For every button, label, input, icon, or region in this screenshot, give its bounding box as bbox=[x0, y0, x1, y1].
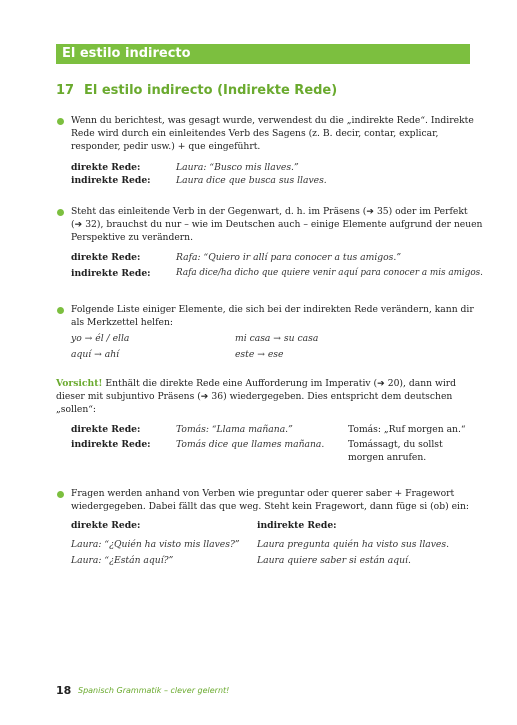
footer-title: Spanisch Grammatik – clever gelernt! bbox=[78, 686, 230, 695]
p2-ex1-text: Rafa: “Quiero ir allí para conocer a tus amigos.” bbox=[176, 252, 402, 263]
p1-line1: Wenn du berichtest, was gesagt wurde, verwendest du die „indirekte Rede“. Indirekte bbox=[71, 115, 474, 126]
p2-ex2-text: Rafa dice/ha dicho que quiere venir aquí para conocer a mis amigos. bbox=[176, 268, 483, 278]
p4-r2c2: Laura quiere saber si están aquí. bbox=[257, 555, 411, 566]
p4-col1-head: direkte Rede: bbox=[71, 520, 141, 531]
warning-line3: „sollen“: bbox=[56, 404, 97, 415]
warning-ex2-es: Tomás dice que llames mañana. bbox=[176, 439, 325, 450]
p4-r1c1: Laura: “¿Quién ha visto mis llaves?” bbox=[71, 539, 240, 550]
p1-ex1-label: direkte Rede: bbox=[71, 162, 141, 173]
warning-text1: Enthält die direkte Rede eine Aufforderung im Imperativ (➔ 20), dann wird bbox=[102, 378, 457, 389]
p4-r1c2: Laura pregunta quién ha visto sus llaves. bbox=[257, 539, 449, 550]
p3-pair4: este → ese bbox=[235, 349, 284, 360]
chapter-heading bbox=[56, 83, 337, 98]
p1-ex2-label: indirekte Rede: bbox=[71, 175, 151, 186]
chapter-number: 17 bbox=[56, 83, 75, 98]
warning-ex1-label: direkte Rede: bbox=[71, 424, 141, 435]
page-number: 18 bbox=[56, 684, 72, 697]
warning-ex2-de2: morgen anrufen. bbox=[348, 452, 427, 463]
p3-pair3: aquí → ahí bbox=[71, 349, 120, 360]
p4-r2c1: Laura: “¿Están aquí?” bbox=[71, 555, 174, 566]
p3-line1: Folgende Liste einiger Elemente, die sich bei der indirekten Rede verändern, kann dir bbox=[71, 304, 474, 315]
bullet-icon bbox=[57, 307, 64, 314]
p3-line2: als Merkzettel helfen: bbox=[71, 317, 173, 328]
p1-line3: responder, pedir usw.) + que eingeführt. bbox=[71, 141, 261, 152]
p3-pair2: mi casa → su casa bbox=[235, 333, 319, 344]
bullet-icon bbox=[57, 491, 64, 498]
p4-line1: Fragen werden anhand von Verben wie preguntar oder querer saber + Fragewort bbox=[71, 488, 455, 499]
p2-line1: Steht das einleitende Verb in der Gegenwart, d. h. im Präsens (➔ 35) oder im Perfekt bbox=[71, 206, 468, 217]
warning-line1 bbox=[56, 377, 456, 390]
warning-ex2-label: indirekte Rede: bbox=[71, 439, 151, 450]
section-header: El estilo indirecto bbox=[56, 44, 470, 64]
p2-ex2-label: indirekte Rede: bbox=[71, 268, 151, 279]
p4-line2: wiedergegeben. Dabei fällt das que weg. Steht kein Fragewort, dann füge si (ob) ein: bbox=[71, 501, 469, 512]
p4-col2-head: indirekte Rede: bbox=[257, 520, 337, 531]
p2-line3: Perspektive zu verändern. bbox=[71, 232, 194, 243]
p2-ex1-label: direkte Rede: bbox=[71, 252, 141, 263]
p2-line2: (➔ 32), brauchst du nur – wie im Deutschen auch – einige Elemente aufgrund der neuen bbox=[71, 219, 483, 230]
chapter-title: El estilo indirecto (Indirekte Rede) bbox=[84, 83, 338, 98]
p1-ex2-text: Laura dice que busca sus llaves. bbox=[176, 175, 327, 186]
warning-label: Vorsicht! bbox=[56, 378, 103, 389]
p3-pair1: yo → él / ella bbox=[71, 333, 130, 344]
warning-ex1-de: Tomás: „Ruf morgen an.“ bbox=[348, 424, 466, 435]
bullet-icon bbox=[57, 209, 64, 216]
warning-ex1-es: Tomás: “Llama mañana.” bbox=[176, 424, 293, 435]
warning-ex2-de1: Tomássagt, du sollst bbox=[348, 439, 443, 450]
bullet-icon bbox=[57, 118, 64, 125]
warning-line2: dieser mit subjuntivo Präsens (➔ 36) wiedergegeben. Dies entspricht dem deutschen bbox=[56, 391, 453, 402]
p1-ex1-text: Laura: “Busco mis llaves.” bbox=[176, 162, 299, 173]
p1-line2: Rede wird durch ein einleitendes Verb des Sagens (z. B. decir, contar, explicar, bbox=[71, 128, 439, 139]
